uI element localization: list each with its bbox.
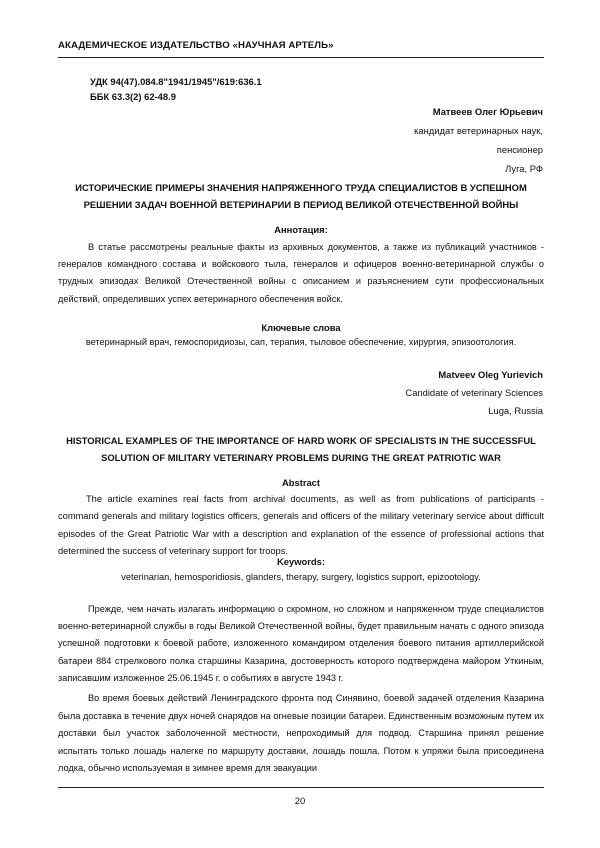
author-info-ru <box>414 102 543 178</box>
header-rule <box>58 57 544 58</box>
footer-rule <box>58 787 544 788</box>
article-title-ru: ИСТОРИЧЕСКИЕ ПРИМЕРЫ ЗНАЧЕНИЯ НАПРЯЖЕННОГО ТРУДА СПЕЦИАЛИСТОВ В УСПЕШНОМ РЕШЕНИИ ЗАДАЧ ВОЕННОЙ ВЕТЕРИНАРИИ В ПЕРИОД ВЕЛИКОЙ ОТЕЧЕСТВЕННОЙ ВОЙНЫ <box>75 182 527 210</box>
bbk-code: ББК 63.3(2) 62-48.9 <box>90 91 176 102</box>
article-title-en: HISTORICAL EXAMPLES OF THE IMPORTANCE OF HARD WORK OF SPECIALISTS IN THE SUCCESSFUL SOLUTION OF MILITARY VETERINARY PROBLEMS DURING THE GREAT PATRIOTIC WAR <box>66 435 536 463</box>
abstract-heading: Abstract <box>281 477 321 488</box>
author-name-ru: Матвеев Олег Юрьевич <box>432 106 543 117</box>
author-name-en: Matveev Oleg Yurievich <box>438 369 543 380</box>
classification-codes <box>90 74 262 104</box>
body-paragraph-2: Во время боевых действий Ленинградского фронта под Синявино, боевой задачей отделения Казарина была доставка в течение двух ночей снарядов на огневые позиции батареи. Единственным возможным путем их доставки был участок заболоченной местности, непроходимый для подвод. Старшина принял решение испытать только лошадь налегке по маршруту доставки, лошадь пошла. Потом к упряжи была присоединена лодка, обычно используемая в зимнее время для эвакуации <box>58 693 544 774</box>
author-status-ru: пенсионер <box>496 144 543 155</box>
body-paragraph-1: Прежде, чем начать излагать информацию о скромном, но сложном и напряженном труде специалистов военно-ветеринарной службы в годы Великой Отечественной войны, будет правильным начать с одного эпизода успешной подготовки к боевой работе, изложенного командиром отделения боевого питания артиллерийской батареи 884 стрелкового полка старшины Казарина, достоверность которого подтверждена майором Уткиным, записавшим изложенное 25.06.1945 г. о событиях в августе 1943 г. <box>58 604 544 683</box>
author-location-en: Luga, Russia <box>488 405 543 416</box>
author-info-en <box>405 366 543 420</box>
udk-code: УДК 94(47).084.8"1941/1945"/619:636.1 <box>90 76 262 87</box>
keywords-heading-ru: Ключевые слова <box>261 322 341 333</box>
author-location-ru: Луга, РФ <box>505 163 543 174</box>
author-degree-en: Candidate of veterinary Sciences <box>405 387 543 398</box>
keywords-ru: ветеринарный врач, гемоспоридиозы, сап, терапия, тыловое обеспечение, хирургия, эпизоотология. <box>85 337 517 347</box>
page-number: 20 <box>294 795 306 806</box>
annotation-heading: Аннотация: <box>274 224 328 235</box>
keywords-en: veterinarian, hemosporidiosis, glanders, therapy, surgery, logistics support, epizootology. <box>121 572 481 582</box>
author-degree-ru: кандидат ветеринарных наук, <box>414 125 543 136</box>
keywords-heading-en: Keywords: <box>277 556 325 567</box>
abstract-text: The article examines real facts from archival documents, as well as from publications of participants - command generals and military logistics officers, generals and officers of the military veterinary service about difficult episodes of the Great Patriotic War with a description and explanation of the essence of professional actions that determined the success of veterinary support for troops. <box>58 494 544 557</box>
annotation-text: В статье рассмотрены реальные факты из архивных документов, а также из публикаций участников - генералов командного состава и войскового тыла, генералов и офицеров военно-ветеринарной службы о трудных эпизодах Великой Отечественной войны с описанием и разъяснением сути профессиональных действий, определивших успех ветеринарного обеспечения войск. <box>58 242 544 304</box>
running-header: АКАДЕМИЧЕСКОЕ ИЗДАТЕЛЬСТВО «НАУЧНАЯ АРТЕЛЬ» <box>58 40 334 51</box>
